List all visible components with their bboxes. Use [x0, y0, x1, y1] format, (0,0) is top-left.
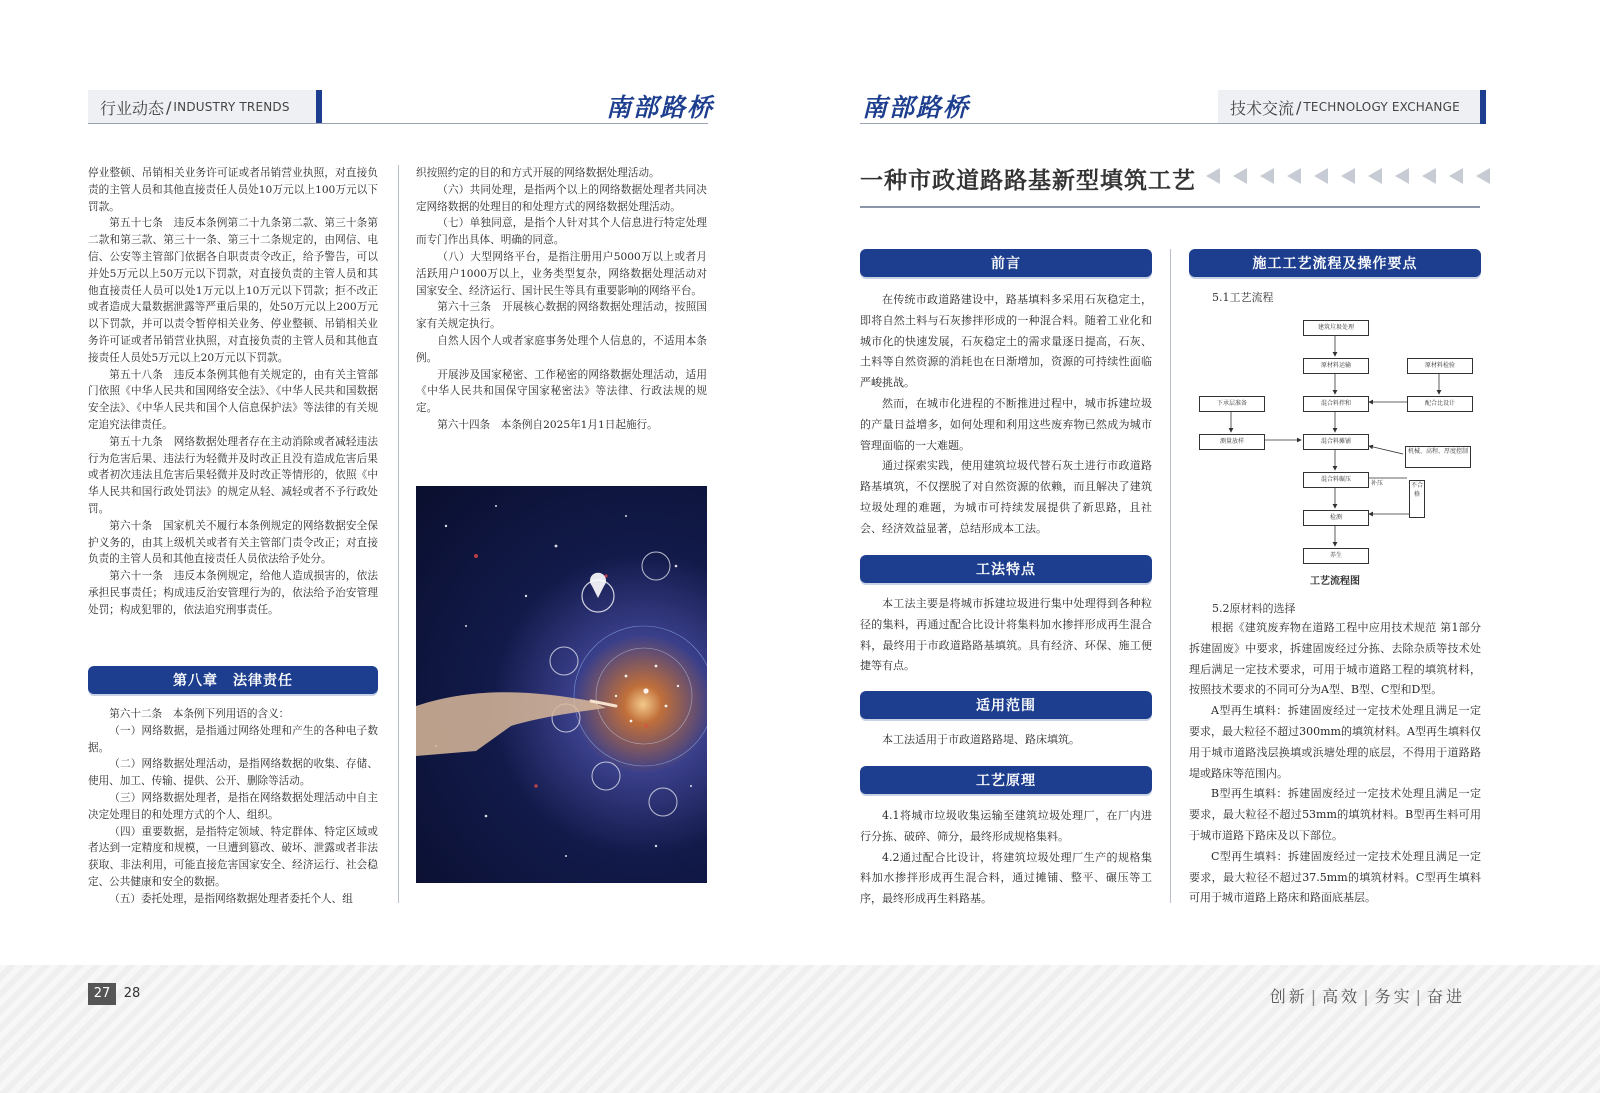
column-divider-left — [398, 165, 399, 903]
page-number-left: 27 — [88, 983, 116, 1005]
chapter-title-pill — [88, 666, 378, 694]
process-subtitle-2: 5.2原材料的选择 — [1212, 602, 1296, 615]
paragraph: （二）网络数据处理活动，是指网络数据的收集、存储、使用、加工、传输、提供、公开、删除等活动。 — [88, 758, 378, 788]
network-graphic — [416, 486, 707, 883]
features-title: 工法特点 — [976, 562, 1036, 578]
arrow-left-icon — [1314, 168, 1328, 184]
arrow-left-icon — [1368, 168, 1382, 184]
features-body — [860, 594, 1152, 677]
slogan-separator: | — [1363, 987, 1372, 1006]
brand-logo-left: 南部路桥 — [606, 93, 715, 122]
arrow-left-icon — [1341, 168, 1355, 184]
left-col1-top — [88, 165, 378, 619]
paragraph: 在传统市政道路建设中，路基填料多采用石灰稳定土，即将自然土料与石灰掺拌形成的一种混合料。随着工业化和城市化的快速发展，石灰稳定土的需求量逐日提高，石灰、土料等自然资源的消耗也在日渐增加，资源的可持续性面临严峻挑战。 — [860, 293, 1152, 390]
flow-label-11: 补压 — [1371, 480, 1384, 487]
paragraph: B型再生填料：拆建固废经过一定技术处理且满足一定要求，最大粒径不超过53mm的填筑材料。B型再生料可用于城市道路下路床及以下部位。 — [1189, 787, 1481, 842]
header-rule-right — [860, 123, 1480, 124]
paragraph: （八）大型网络平台，是指注册用户5000万以上或者月活跃用户1000万以上，业务类型复杂，网络数据处理活动对国家安全、经济运行、国计民生等具有重要影响的网络平台。 — [416, 250, 707, 297]
left-section-tab — [88, 90, 322, 124]
paragraph: 本工法适用于市政道路路堤、路床填筑。 — [882, 733, 1080, 746]
paragraph: 第五十七条 违反本条例第二十九条第二款、第三十条第二款和第三款、第三十一条、第三十二条规定的，由网信、电信、公安等主管部门依据各自职责责令改正，给予警告，可以并处5万元以上50万元以下罚款，对直接负责的主管人员和其他直接责任人员可以处1万元以上10万元以下罚款；拒不改正或者造成大量数据泄露等严重后果的，处50万元以上200万元以下罚款，并可以责令暂停相关业务、停业整顿、吊销相关业务许可证或者吊销营业执照，对直接负责的主管人员和其他直接责任人员处5万元以上20万元以下罚款。 — [88, 217, 378, 364]
flow-node-10: 混合料碾压 — [1303, 472, 1369, 488]
footer-slogan — [1270, 984, 1465, 1007]
chapter-title: 第八章 法律责任 — [173, 673, 293, 689]
page-number-right: 28 — [123, 986, 141, 1001]
flow-node-2: 原材料运输 — [1303, 358, 1369, 374]
preface-pill — [860, 249, 1152, 277]
flow-node-12: 不合格 — [1409, 480, 1425, 518]
section-title-en: INDUSTRY TRENDS — [173, 100, 290, 114]
arrow-left-icon — [1422, 168, 1436, 184]
slash: / — [166, 97, 172, 117]
arrow-left-icon — [1260, 168, 1274, 184]
column-divider-right — [1170, 249, 1171, 903]
paragraph: C型再生填料：拆建固废经过一定技术处理且满足一定要求，最大粒径不超过37.5mm的填筑材料。C型再生填料可用于城市道路上路床和路面底基层。 — [1189, 849, 1481, 905]
paragraph: 第六十四条 本条例自2025年1月1日起施行。 — [437, 418, 658, 431]
preface-body — [860, 290, 1152, 540]
features-pill — [860, 555, 1152, 583]
paragraph: 织按照约定的目的和方式开展的网络数据处理活动。 — [416, 167, 660, 179]
paragraph: A型再生填料：拆建固废经过一定技术处理且满足一定要求，最大粒径不超过300mm的填筑材料。A型再生填料仅用于城市道路浅层换填或浜塘处理的底层，不得用于道路路堤或路床等范围内。 — [1189, 704, 1481, 780]
slogan-separator: | — [1415, 987, 1424, 1006]
paragraph: 4.2通过配合比设计，将建筑垃圾处理厂生产的规格集料加水掺拌形成再生混合料，通过摊铺、整平、碾压等工序，最终形成再生料路基。 — [860, 850, 1152, 906]
paragraph: 第六十一条 违反本条例规定，给他人造成损害的，依法承担民事责任；构成违反治安管理行为的，依法给予治安管理处罚；构成犯罪的，依法追究刑事责任。 — [88, 570, 378, 616]
paragraph: 自然人因个人或者家庭事务处理个人信息的，不适用本条例。 — [416, 334, 707, 364]
flow-node-7: 测量放样 — [1199, 434, 1265, 450]
paragraph: 停业整顿、吊销相关业务许可证或者吊销营业执照，对直接负责的主管人员和其他直接责任人员处10万元以上100万元以下罚款。 — [88, 167, 378, 213]
paragraph: （七）单独同意，是指个人针对其个人信息进行特定处理而专门作出具体、明确的同意。 — [416, 217, 707, 247]
paragraph: （六）共同处理，是指两个以上的网络数据处理者共同决定网络数据的处理目的和处理方式的网络数据处理活动。 — [416, 183, 707, 213]
flowchart-caption: 工艺流程图 — [1310, 576, 1360, 587]
process-pill — [1189, 249, 1481, 277]
network-illustration — [416, 486, 707, 883]
flow-node-6: 下承层准备 — [1199, 396, 1265, 412]
scope-title: 适用范围 — [976, 698, 1036, 714]
principle-pill — [860, 766, 1152, 794]
slash: / — [1296, 97, 1302, 117]
arrow-left-icon — [1287, 168, 1301, 184]
flow-node-4: 混合料拌和 — [1303, 396, 1369, 412]
scope-pill — [860, 691, 1152, 719]
slogan-word: 创新 — [1269, 987, 1308, 1006]
section-title-en: TECHNOLOGY EXCHANGE — [1303, 100, 1460, 114]
paragraph: 4.1将城市垃圾收集运输至建筑垃圾处理厂，在厂内进行分拣、破碎、筛分，最终形成规格集料。 — [860, 809, 1152, 843]
arrow-left-icon — [1449, 168, 1463, 184]
left-col1-bottom — [88, 706, 378, 908]
section-title-cn: 行业动态 — [100, 98, 165, 118]
slogan-word: 高效 — [1322, 987, 1361, 1006]
paragraph: （一）网络数据，是指通过网络处理和产生的各种电子数据。 — [88, 724, 378, 754]
left-col2 — [416, 165, 707, 434]
paragraph: 通过探索实践，使用建筑垃圾代替石灰土进行市政道路路基填筑，不仅摆脱了对自然资源的依赖，而且解决了建筑垃圾处理的难题，为城市可持续发展提供了新思路，且社会、经济效益显著，总结形成本工法。 — [860, 459, 1152, 535]
principle-title: 工艺原理 — [976, 773, 1036, 789]
slogan-word: 奋进 — [1426, 987, 1465, 1006]
flow-node-1: 建筑垃圾处理 — [1303, 320, 1369, 336]
scope-body — [860, 730, 1152, 751]
title-arrows-decoration — [1206, 168, 1482, 188]
brand-logo-right: 南部路桥 — [862, 93, 971, 122]
paragraph: 第五十九条 网络数据处理者存在主动消除或者减轻违法行为危害后果、违法行为轻微并及时改正且没有造成危害后果或者初次违法且危害后果轻微并及时改正等情形的，依照《中华人民共和国行政处罚法》的规定从轻、减轻或者不予行政处罚。 — [88, 435, 378, 515]
materials-body — [1189, 618, 1481, 909]
arrow-left-icon — [1476, 168, 1490, 184]
paragraph: 然而，在城市化进程的不断推进过程中，城市拆建垃圾的产量日益增多，如何处理和利用这些废弃物已然成为城市管理面临的一大难题。 — [860, 396, 1152, 452]
preface-title: 前言 — [991, 256, 1021, 272]
paragraph: 第六十三条 开展核心数据的网络数据处理活动，按照国家有关规定执行。 — [416, 301, 707, 331]
flow-node-9: 机械、高程、厚度控制 — [1405, 446, 1471, 468]
right-section-tab — [1218, 90, 1486, 124]
arrow-left-icon — [1206, 168, 1220, 184]
paragraph: （五）委托处理，是指网络数据处理者委托个人、组 — [109, 892, 353, 905]
process-subtitle-1: 5.1工艺流程 — [1212, 291, 1274, 304]
paragraph: 开展涉及国家秘密、工作秘密的网络数据处理活动，适用《中华人民共和国保守国家秘密法》等法律、行政法规的规定。 — [416, 368, 707, 415]
flow-node-13: 检测 — [1303, 510, 1369, 526]
slogan-word: 务实 — [1374, 987, 1413, 1006]
paragraph: （三）网络数据处理者，是指在网络数据处理活动中自主决定处理目的和处理方式的个人、组织。 — [88, 791, 378, 821]
arrow-left-icon — [1395, 168, 1409, 184]
paragraph: 本工法主要是将城市拆建垃圾进行集中处理得到各种粒径的集料，再通过配合比设计将集料加水掺拌形成再生混合料，最终用于市政道路路基填筑。具有经济、环保、施工便捷等有点。 — [860, 597, 1152, 673]
section-title-cn: 技术交流 — [1230, 98, 1295, 118]
flow-node-3: 原材料检验 — [1407, 358, 1473, 374]
paragraph: （四）重要数据，是指特定领域、特定群体、特定区域或者达到一定精度和规模，一旦遭到篡改、破坏、泄露或者非法获取、非法利用，可能直接危害国家安全、经济运行、社会稳定、公共健康和安全的数据。 — [88, 825, 378, 888]
process-title: 施工工艺流程及操作要点 — [1252, 256, 1418, 272]
slogan-separator: | — [1310, 987, 1320, 1006]
flow-node-5: 配合比设计 — [1407, 396, 1473, 412]
principle-body — [860, 806, 1152, 910]
article-title: 一种市政道路路基新型填筑工艺 — [860, 168, 1196, 194]
arrow-left-icon — [1233, 168, 1247, 184]
paragraph: 第六十条 国家机关不履行本条例规定的网络数据安全保护义务的，由其上级机关或者有关主管部门责令改正；对直接负责的主管人员和其他直接责任人员依法给予处分。 — [88, 519, 378, 566]
flow-node-8: 混合料摊铺 — [1303, 434, 1369, 450]
flow-node-14: 养生 — [1303, 548, 1369, 564]
process-flowchart — [1195, 312, 1475, 588]
header-rule-left — [88, 123, 708, 124]
title-rule — [860, 206, 1480, 208]
paragraph: 根据《建筑废弃物在道路工程中应用技术规范 第1部分拆建固废》中要求，拆建固废经过分拣、去除杂质等技术处理后满足一定技术要求，可用于城市道路工程的填筑材料，按照技术要求的不同可分为A型、B型、C型和D型。 — [1189, 621, 1481, 697]
paragraph: 第五十八条 违反本条例其他有关规定的，由有关主管部门依照《中华人民共和国网络安全法》、《中华人民共和国数据安全法》、《中华人民共和国个人信息保护法》等法律的有关规定追究法律责任。 — [88, 368, 378, 431]
paragraph: 第六十二条 本条例下列用语的含义： — [109, 708, 290, 720]
